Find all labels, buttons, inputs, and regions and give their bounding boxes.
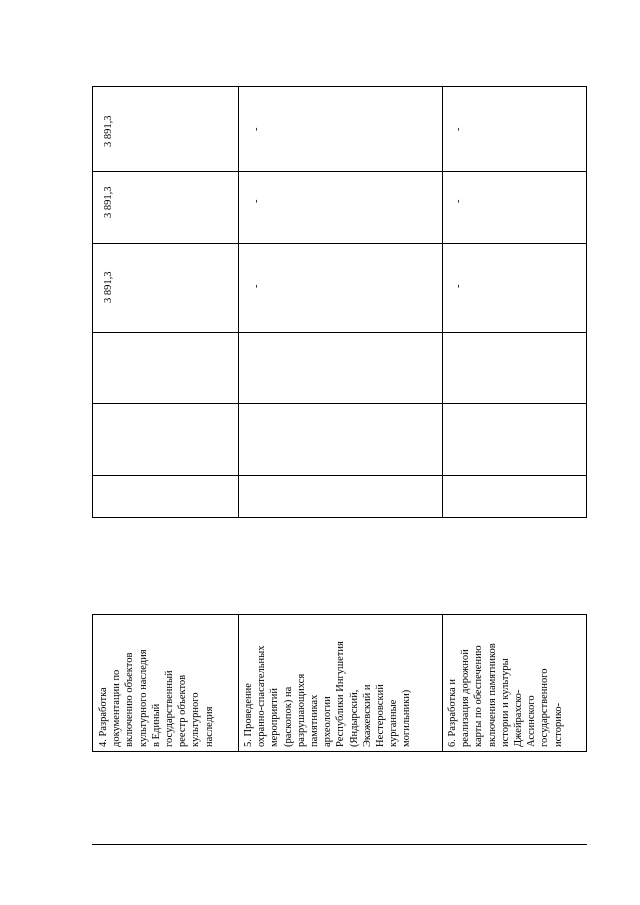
table-divider <box>93 475 586 476</box>
table-cell <box>238 243 442 332</box>
table-divider <box>93 403 586 404</box>
table-cell <box>442 243 588 332</box>
top-table <box>92 86 587 518</box>
row-6-text: 6. Разработка и реализация дорожной карты по обеспечению включения памятников истории и культуры Джейрахско- Ассинского государственного историко- <box>447 643 564 747</box>
table-cell <box>93 243 238 332</box>
footer-rule <box>92 844 587 845</box>
cell-value: - <box>251 199 262 203</box>
cell-value: - <box>453 127 464 131</box>
cell-value: - <box>251 284 262 288</box>
table-cell <box>93 615 238 751</box>
cell-value: - <box>453 284 464 288</box>
row-5-text: 5. Проведение охранно-спасательных мероприятий (раскопок) на разрушающихся памятниках археологии Республики Ингушетия (Яндырский, Экажевский и Нестеровский курганные могильники) <box>243 641 413 747</box>
cell-value: - <box>251 127 262 131</box>
bottom-table <box>92 614 587 752</box>
cell-value: 3 891,3 <box>103 271 114 303</box>
table-cell <box>238 171 442 243</box>
table-cell <box>238 87 442 171</box>
table-cell <box>238 615 442 751</box>
table-cell <box>442 87 588 171</box>
table-cell <box>93 87 238 171</box>
cell-value: - <box>453 199 464 203</box>
table-divider <box>93 332 586 333</box>
row-4-text: 4. Разработка документации по включению объектов культурного наследия в Единый государственный реестр объектов культурного наследия <box>98 649 215 747</box>
cell-value: 3 891,3 <box>103 115 114 147</box>
table-cell <box>442 615 588 751</box>
table-cell <box>93 171 238 243</box>
cell-value: 3 891,3 <box>103 186 114 218</box>
table-cell <box>442 171 588 243</box>
